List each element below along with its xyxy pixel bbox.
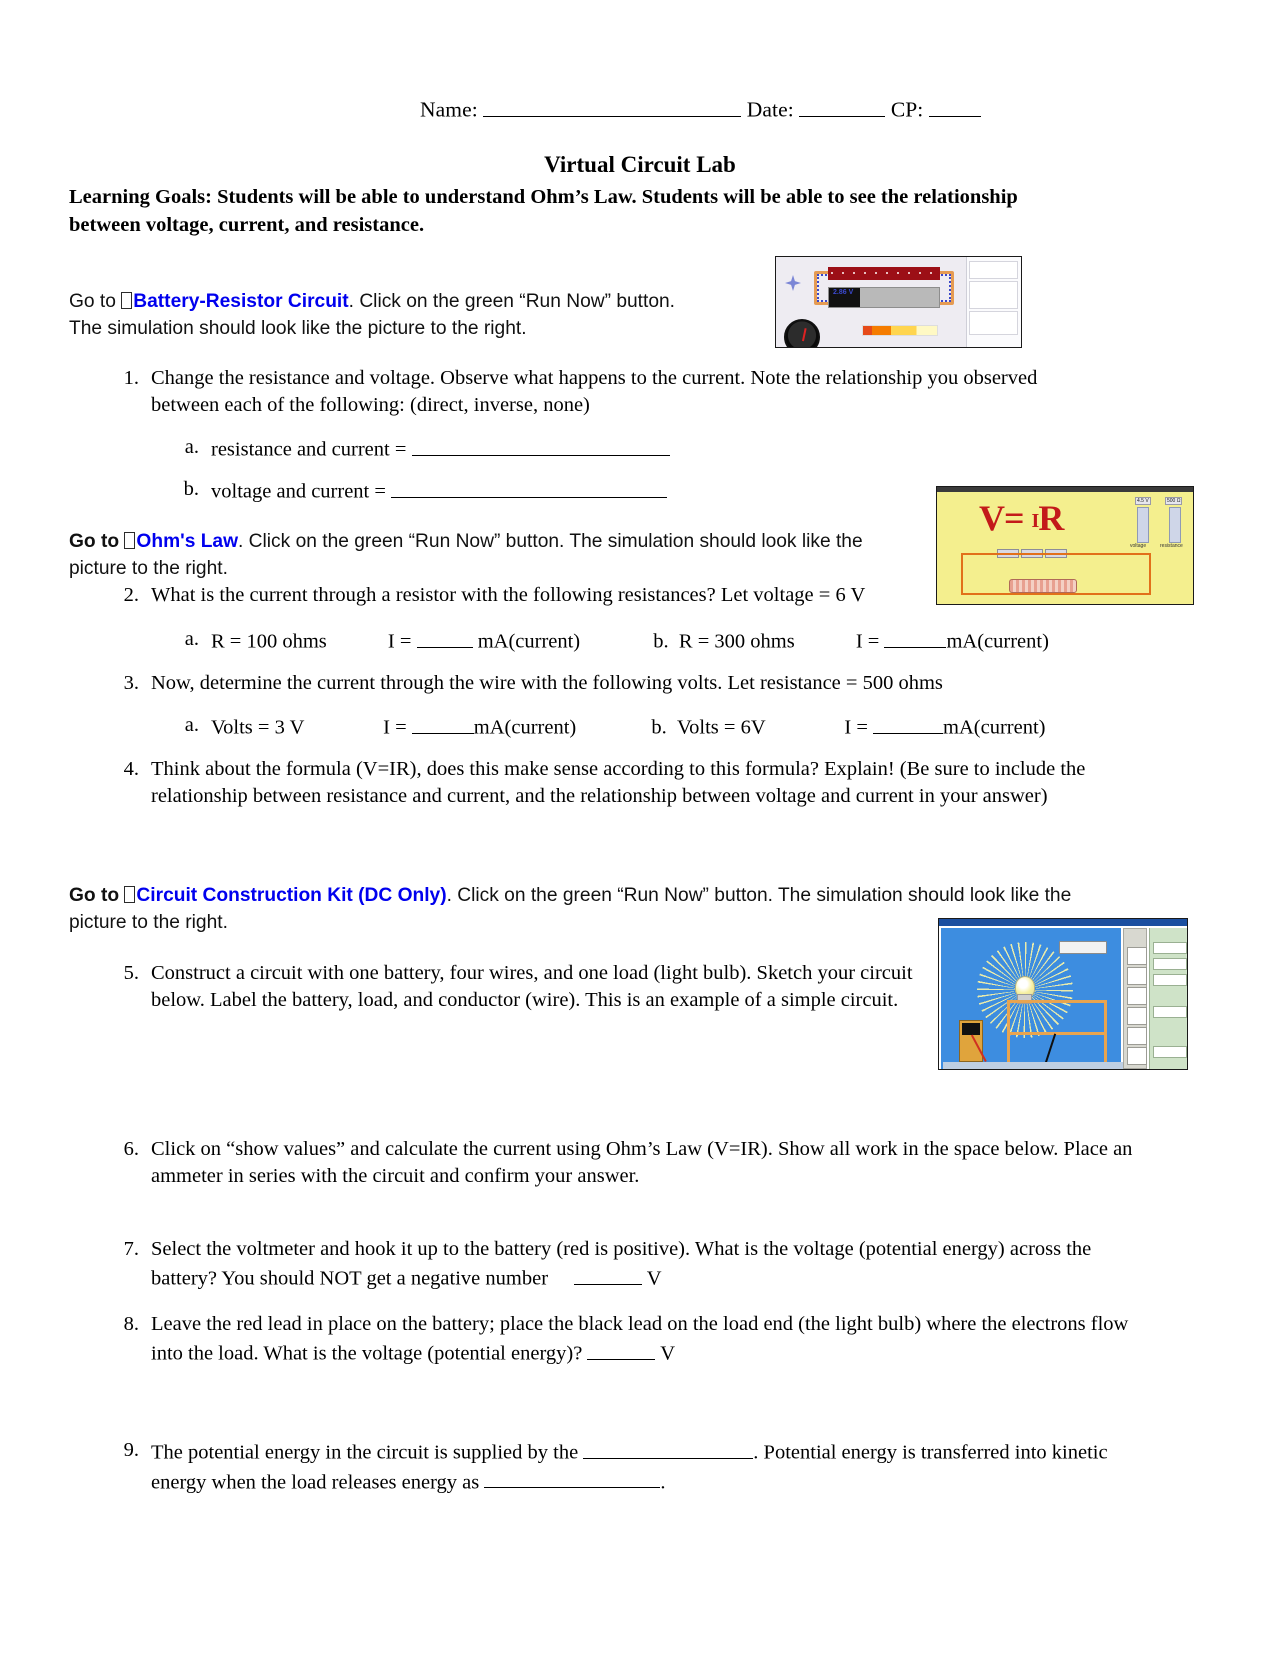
goto-line2-2: picture to the right. xyxy=(69,558,228,580)
question-1b xyxy=(177,476,777,506)
question-2b-i-label: I = xyxy=(855,630,885,653)
question-6-text: Click on “show values” and calculate the current using Ohm’s Law (V=IR). Show all work in the space below. Place an ammeter in series with the circuit and confirm your answer. xyxy=(151,1138,1133,1188)
question-8-number: 8. xyxy=(123,1313,139,1335)
name-blank[interactable] xyxy=(483,94,741,117)
question-7-unit: V xyxy=(642,1267,662,1290)
question-1a-label: a. xyxy=(184,436,199,458)
question-4 xyxy=(105,756,1140,811)
sim-title-bar xyxy=(937,487,1193,492)
page-title: Virtual Circuit Lab xyxy=(544,152,736,177)
question-9-text-b: . Potential energy is transferred into kinetic energy when the load releases energy as xyxy=(151,1441,1108,1494)
pinwheel-icon xyxy=(785,275,801,291)
option-row-3[interactable] xyxy=(1153,974,1187,986)
question-3a-unit: mA(current) xyxy=(473,716,577,739)
battery-voltage-reading: 2.86 V xyxy=(833,289,854,296)
question-2a-unit: mA(current) xyxy=(472,630,581,653)
control-box-1[interactable] xyxy=(969,261,1018,279)
voltmeter-screen xyxy=(962,1023,980,1035)
question-8-body xyxy=(151,1311,1155,1368)
question-9-blank-2[interactable] xyxy=(484,1467,660,1489)
bullet-box-icon xyxy=(121,292,132,309)
question-9-number: 9. xyxy=(123,1439,139,1461)
question-3b-text: Volts = 6V xyxy=(677,716,766,739)
question-9-body xyxy=(151,1437,1140,1497)
question-1b-body xyxy=(211,476,777,506)
tool-bulb[interactable] xyxy=(1127,1007,1147,1025)
question-8-answer-blank[interactable] xyxy=(587,1338,655,1360)
voltage-slider[interactable] xyxy=(1137,507,1149,543)
student-header xyxy=(420,94,981,123)
resistor-element xyxy=(828,267,940,280)
question-3b-blank[interactable] xyxy=(873,712,943,734)
question-1 xyxy=(105,365,1095,420)
question-1b-label: b. xyxy=(183,478,199,500)
question-1a-answer-blank[interactable] xyxy=(412,434,670,456)
tool-battery[interactable] xyxy=(1127,967,1147,985)
date-label: Date: xyxy=(746,97,794,122)
question-3b-label: b. xyxy=(651,716,667,739)
question-3b-unit: mA(current) xyxy=(943,716,1046,739)
voltmeter-icon xyxy=(959,1020,983,1062)
ohms-law-formula xyxy=(979,497,1063,539)
date-blank[interactable] xyxy=(799,94,885,117)
question-3-answers xyxy=(177,712,1167,742)
question-2-answer-row xyxy=(211,626,1167,656)
question-7-answer-blank[interactable] xyxy=(574,1263,642,1285)
question-1b-text: voltage and current = xyxy=(211,480,392,503)
question-4-number: 4. xyxy=(123,758,139,780)
question-3b-i-label: I = xyxy=(844,716,874,739)
option-row-5[interactable] xyxy=(1153,1046,1187,1058)
tool-switch[interactable] xyxy=(1127,1027,1147,1045)
sim-control-panel xyxy=(966,257,1021,347)
tool-wire[interactable] xyxy=(1127,947,1147,965)
question-1b-answer-blank[interactable] xyxy=(391,476,667,498)
goto-prefix-2: Go to xyxy=(69,531,125,552)
tool-resistor[interactable] xyxy=(1127,987,1147,1005)
voltage-readout-box: 4.5 V xyxy=(1137,498,1149,504)
question-6-number: 6. xyxy=(123,1138,139,1160)
question-2a-text: R = 100 ohms xyxy=(211,630,327,653)
question-3a-text: Volts = 3 V xyxy=(211,716,305,739)
link-ohms-law[interactable]: Ohm's Law xyxy=(136,531,239,552)
question-8-text: Leave the red lead in place on the battery; place the black lead on the load end (the light bulb) where the electrons flow into the load. What is the voltage (potential energy)? xyxy=(151,1313,1129,1365)
question-7-body xyxy=(151,1236,1140,1293)
question-3a-i-label: I = xyxy=(383,716,412,739)
voltage-slider-label: voltage xyxy=(1130,543,1147,549)
question-2b-unit: mA(current) xyxy=(946,630,1049,653)
question-5-number: 5. xyxy=(123,962,139,984)
formula-equals: = xyxy=(1004,498,1032,538)
control-box-2[interactable] xyxy=(969,281,1018,309)
formula-i: I xyxy=(1031,510,1039,532)
question-4-text: Think about the formula (V=IR), does this make sense according to this formula? Explain! (Be sure to include the relationship between resistance and current, and the relationship between voltage and current in your answer) xyxy=(151,758,1086,808)
question-2-text: What is the current through a resistor with the following resistances? Let voltage = 6 V xyxy=(151,584,866,606)
reset-all-button[interactable] xyxy=(1059,941,1107,954)
formula-v: V xyxy=(979,498,1004,538)
question-3 xyxy=(105,670,1095,697)
question-1a xyxy=(177,434,777,464)
link-circuit-construction-kit[interactable]: Circuit Construction Kit (DC Only) xyxy=(136,885,447,906)
goto-line2-3: picture to the right. xyxy=(69,912,228,934)
question-2-number: 2. xyxy=(123,584,139,606)
question-5 xyxy=(105,960,945,1015)
question-1-text: Change the resistance and voltage. Observe what happens to the current. Note the relationship you observed between each of the following: (direct, inverse, none) xyxy=(151,367,1038,417)
options-panel xyxy=(1149,928,1188,1069)
goto-line2-1: The simulation should look like the picture to the right. xyxy=(69,318,527,340)
question-9-text-a: The potential energy in the circuit is supplied by the xyxy=(151,1441,584,1464)
resistance-slider[interactable] xyxy=(1169,507,1181,543)
cp-label: CP: xyxy=(890,97,924,122)
question-2b-label: b. xyxy=(653,630,669,653)
control-box-3[interactable] xyxy=(969,311,1018,335)
question-2a-blank[interactable] xyxy=(417,626,473,648)
question-9-blank-1[interactable] xyxy=(583,1437,753,1459)
goto-prefix-3: Go to xyxy=(69,885,125,906)
circuit-construction-kit-screenshot xyxy=(938,918,1188,1070)
question-7-number: 7. xyxy=(123,1238,139,1260)
question-7-text: Select the voltmeter and hook it up to the battery (red is positive). What is the voltage (potential energy) across the battery? You should NOT get a negative number xyxy=(151,1238,1092,1290)
goto-suffix-2: . Click on the green “Run Now” button. The simulation should look like the xyxy=(238,531,863,552)
ohms-law-screenshot xyxy=(936,486,1194,605)
ammeter-gauge-icon xyxy=(784,319,820,348)
sim-canvas xyxy=(776,257,969,347)
goto-prefix-1: Go to xyxy=(69,291,122,312)
goto-suffix-3: . Click on the green “Run Now” button. The simulation should look like the xyxy=(446,885,1072,906)
bullet-box-icon xyxy=(124,532,135,549)
formula-r: R xyxy=(1038,498,1064,538)
battery-element xyxy=(828,287,940,308)
question-8 xyxy=(105,1311,1155,1368)
resistance-readout-box: 500 Ω xyxy=(1167,498,1181,504)
question-3a-label: a. xyxy=(184,714,199,736)
tool-voltmeter[interactable] xyxy=(1127,1047,1147,1065)
component-toolbar xyxy=(1123,928,1147,1069)
question-9 xyxy=(105,1437,1140,1497)
question-2a-i-label: I = xyxy=(387,630,417,653)
option-row-1[interactable] xyxy=(1153,942,1187,954)
question-2 xyxy=(105,582,935,609)
question-1a-body xyxy=(211,434,777,464)
link-battery-resistor-circuit[interactable]: Battery-Resistor Circuit xyxy=(133,291,349,312)
question-1a-text: resistance and current = xyxy=(211,438,412,461)
cp-blank[interactable] xyxy=(929,94,981,117)
question-3-answer-row xyxy=(211,712,1167,742)
window-title-bar xyxy=(939,919,1187,926)
resistance-slider-label: resistance xyxy=(1160,543,1183,549)
question-9-text-c: . xyxy=(660,1471,666,1494)
question-7 xyxy=(105,1236,1140,1293)
circuit-wire-inner xyxy=(1007,1032,1107,1035)
question-3a-blank[interactable] xyxy=(412,712,474,734)
resistor-body xyxy=(1009,579,1077,593)
learning-goals: Learning Goals: Students will be able to understand Ohm’s Law. Students will be able to see the relationship between voltage, current, and resistance. xyxy=(69,186,1018,237)
question-3-text: Now, determine the current through the wire with the following volts. Let resistance = 500 ohms xyxy=(151,672,943,694)
question-2a-label: a. xyxy=(184,628,199,650)
question-5-text: Construct a circuit with one battery, four wires, and one load (light bulb). Sketch your circuit below. Label the battery, load, and conductor (wire). This is an example of a simple circuit. xyxy=(151,962,913,1012)
goto-ohms-law xyxy=(69,528,929,583)
question-2b-blank[interactable] xyxy=(884,626,946,648)
question-3-number: 3. xyxy=(123,672,139,694)
goto-suffix-1: . Click on the green “Run Now” button. xyxy=(348,291,676,312)
goto-battery-resistor-circuit xyxy=(69,288,759,343)
question-1-number: 1. xyxy=(123,367,139,389)
temperature-legend-bar xyxy=(862,325,938,336)
taskbar xyxy=(943,1062,1123,1069)
name-label: Name: xyxy=(420,97,478,122)
question-2b-text: R = 300 ohms xyxy=(678,630,795,653)
question-8-unit: V xyxy=(655,1342,676,1365)
battery-resistor-screenshot xyxy=(775,256,1022,348)
question-6 xyxy=(105,1136,1135,1191)
bullet-box-icon xyxy=(124,886,135,903)
question-2-answers xyxy=(177,626,1167,656)
option-row-4[interactable] xyxy=(1153,1006,1187,1018)
cck-canvas xyxy=(941,928,1121,1069)
option-row-2[interactable] xyxy=(1153,958,1187,970)
